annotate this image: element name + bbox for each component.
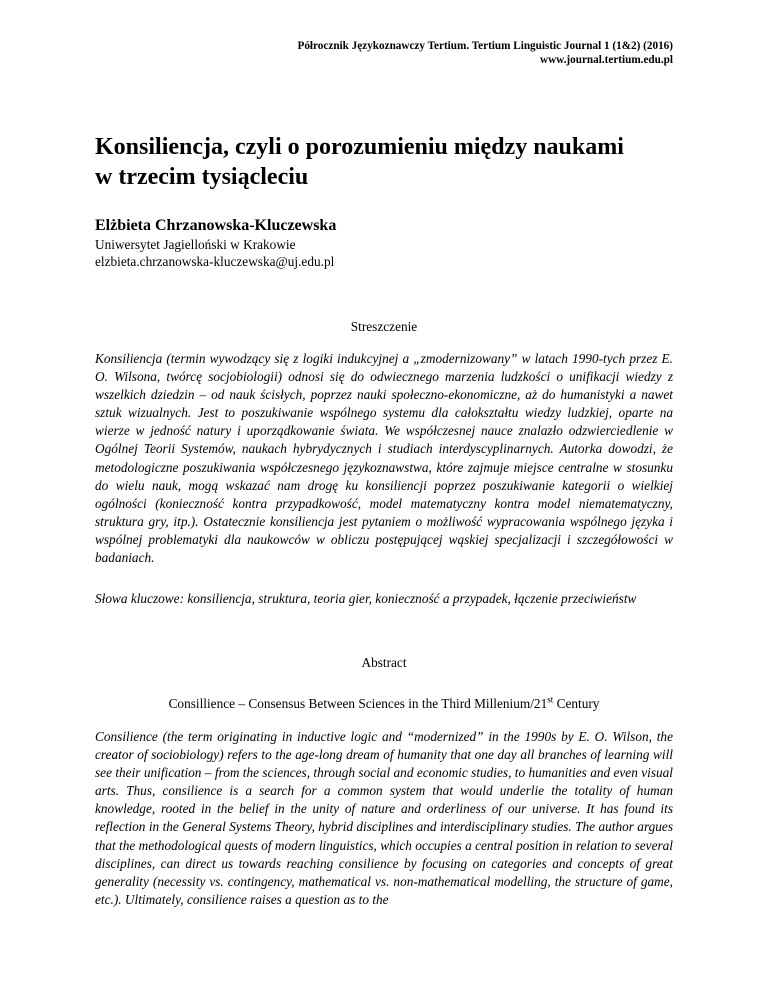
journal-url: www.journal.tertium.edu.pl xyxy=(539,54,673,66)
title-line-1: Konsiliencja, czyli o porozumieniu między naukami xyxy=(95,134,624,160)
author-email: elzbieta.chrzanowska-kluczewska@uj.edu.pl xyxy=(95,254,335,269)
article-title xyxy=(95,132,695,192)
english-title xyxy=(95,695,673,712)
author-name: Elżbieta Chrzanowska-Kluczewska xyxy=(95,217,337,234)
english-title-main: Consillience – Consensus Between Sciences in the Third Millenium/21 xyxy=(168,696,548,711)
streszczenie-text: Konsiliencja (termin wywodzący się z logiki indukcyjnej a „zmodernizowany” w latach 1990-tych przez E. O. Wilsona, twórcę socjobiologii) odnosi się do odwiecznego marzenia ludzkości o unifikacji wiedzy z wszelkich dziedzin – od nauk ścisłych, poprzez nauki społeczno-ekonomiczne, aż do humanistyki a nawet sztuk wizualnych. Jest to poszukiwanie wspólnego systemu dla całokształtu wiedzy ludzkiej, oparte na wierze w jedność natury i uporządkowanie świata. We współczesnej nauce znalazło odzwierciedlenie w Ogólnej Teorii Systemów, naukach hybrydycznych i studiach interdyscyplinarnych. Autorka dowodzi, że metodologiczne poszukiwania współczesnego językoznawstwa, które zajmuje miejsce centralne w stosunku do wielu nauk, mogą wskazać nam drogę ku konsiliencji poprzez poszukiwanie kategorii o wielkiej ogólności (konieczność kontra przypadkowość, model matematyczny kontra model niematematyczny, struktura gry, itp.). Ostatecznie konsiliencja jest pytaniem o możliwość wypracowania wspólnego języka i wspólnej problematyki dla naukowców w obliczu postępującej wąskiej specjalizacji i szczegółowości w badaniach. xyxy=(95,351,673,566)
english-title-end: Century xyxy=(553,696,600,711)
keywords: Słowa kluczowe: konsiliencja, struktura, teoria gier, konieczność a przypadek, łączenie przeciwieństw xyxy=(95,591,637,606)
streszczenie-heading: Streszczenie xyxy=(350,319,418,334)
author-affiliation: Uniwersytet Jagielloński w Krakowie xyxy=(95,237,296,252)
journal-citation: Półrocznik Językoznawczy Tertium. Tertium Linguistic Journal 1 (1&2) (2016) xyxy=(297,40,673,52)
running-header xyxy=(298,39,674,67)
english-title-superscript: st xyxy=(547,694,554,705)
title-line-2: w trzecim tysiącleciu xyxy=(95,164,309,190)
abstract-heading: Abstract xyxy=(361,655,407,670)
abstract-text: Consilience (the term originating in inductive logic and “modernized” in the 1990s by E. O. Wilson, the creator of sociobiology) refers to the age-long dream of humanity that one day all branches of learning will see their unification – from the sciences, through social and economic studies, to humanities and even visual arts. Thus, consilience is a search for a common system that would underlie the totality of human knowledge, rooted in the belief in the unity of nature and orderliness of our universe. It has found its reflection in the General Systems Theory, hybrid disciplines and interdisciplinary studies. The author argues that the methodological quests of modern linguistics, which occupies a central position in relation to several disciplines, can direct us towards reaching consilience by focusing on categories and concepts of great generality (necessity vs. contingency, mathematical vs. non-mathematical modelling, the structure of game, etc.). Ultimately, consilience raises a question as to the xyxy=(95,729,673,907)
author-block xyxy=(95,216,675,270)
